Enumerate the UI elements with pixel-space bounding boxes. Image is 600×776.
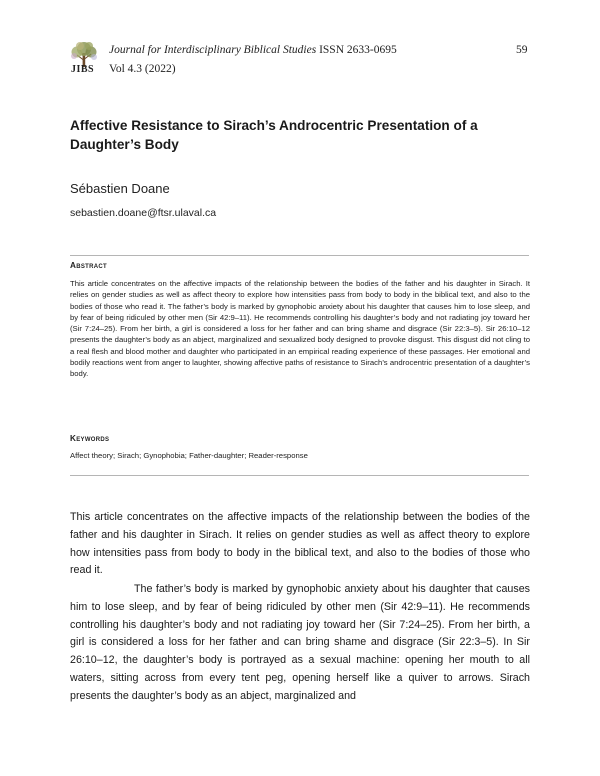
keywords-text: Affect theory; Sirach; Gynophobia; Father-daughter; Reader-response bbox=[70, 451, 308, 460]
page-number: 59 bbox=[516, 44, 528, 56]
article-title: Affective Resistance to Sirach’s Androcentric Presentation of a Daughter’s Body bbox=[70, 118, 478, 152]
author-name: Sébastien Doane bbox=[70, 181, 170, 196]
journal-name: Journal for Interdisciplinary Biblical Studies bbox=[109, 44, 317, 56]
jibs-logo-label: JIBS bbox=[71, 64, 95, 75]
abstract-heading: Abstract bbox=[70, 261, 107, 270]
abstract-text: This article concentrates on the affective impacts of the relationship between the bodies of the father and his daughter in Sirach. It relies on gender studies as well as affect theory to explore how intensities pass from body to body in the biblical text, and also to the bodies of those who read it. The father’s body is marked by gynophobic anxiety about his daughter that causes him to lose sleep, and by fear of being ridiculed by other men (Sir 42:9–11). He recommends controlling his daughter’s body and not radiating joy toward her (Sir 7:24–25). From her birth, a girl is considered a loss for her father and can bring shame and disgrace (Sir 22:3–5). Sir 26:10–12 presents the daughter’s body as an abject, marginalized and sexualized body designed to provoke disgust. This disgust did not cling to a real flesh and blood mother and daughter who participated in an empirical reading experience of these passages. Her emotional and bodily reactions went from anger to laughter, showing affective paths of resistance to Sirach’s androcentric presentation of a daughter’s body. bbox=[70, 279, 530, 379]
author-email: sebastien.doane@ftsr.ulaval.ca bbox=[70, 207, 217, 219]
journal-issn: ISSN 2633-0695 bbox=[319, 44, 397, 56]
body-paragraph-1: This article concentrates on the affective impacts of the relationship between the bodies of the father and his daughter in Sirach. It relies on gender studies as well as affect theory to explore how intensities pass from body to body in the biblical text, and also to the bodies of those who read it. bbox=[70, 511, 530, 577]
abstract-top-divider bbox=[70, 255, 529, 256]
abstract-bottom-divider bbox=[70, 475, 529, 476]
keywords-heading: Keywords bbox=[70, 434, 110, 443]
body-paragraph-2: The father’s body is marked by gynophobic anxiety about his daughter that causes him to lose sleep, and by fear of being ridiculed by other men (Sir 42:9–11). He recommends controlling his daughter’s body and not radiating joy toward her (Sir 7:24–25). From her birth, a girl is considered a loss for her father and can bring shame and disgrace (Sir 22:3–5). In Sir 26:10–12, the daughter’s body is portrayed as a sexual machine: opening her mouth to all waters, sitting across from every tent peg, opening herself like a quiver to arrows. Sirach presents the daughter’s body as an abject, marginalized and bbox=[70, 583, 530, 702]
journal-volume: Vol 4.3 (2022) bbox=[109, 63, 176, 75]
journal-header bbox=[109, 44, 397, 56]
